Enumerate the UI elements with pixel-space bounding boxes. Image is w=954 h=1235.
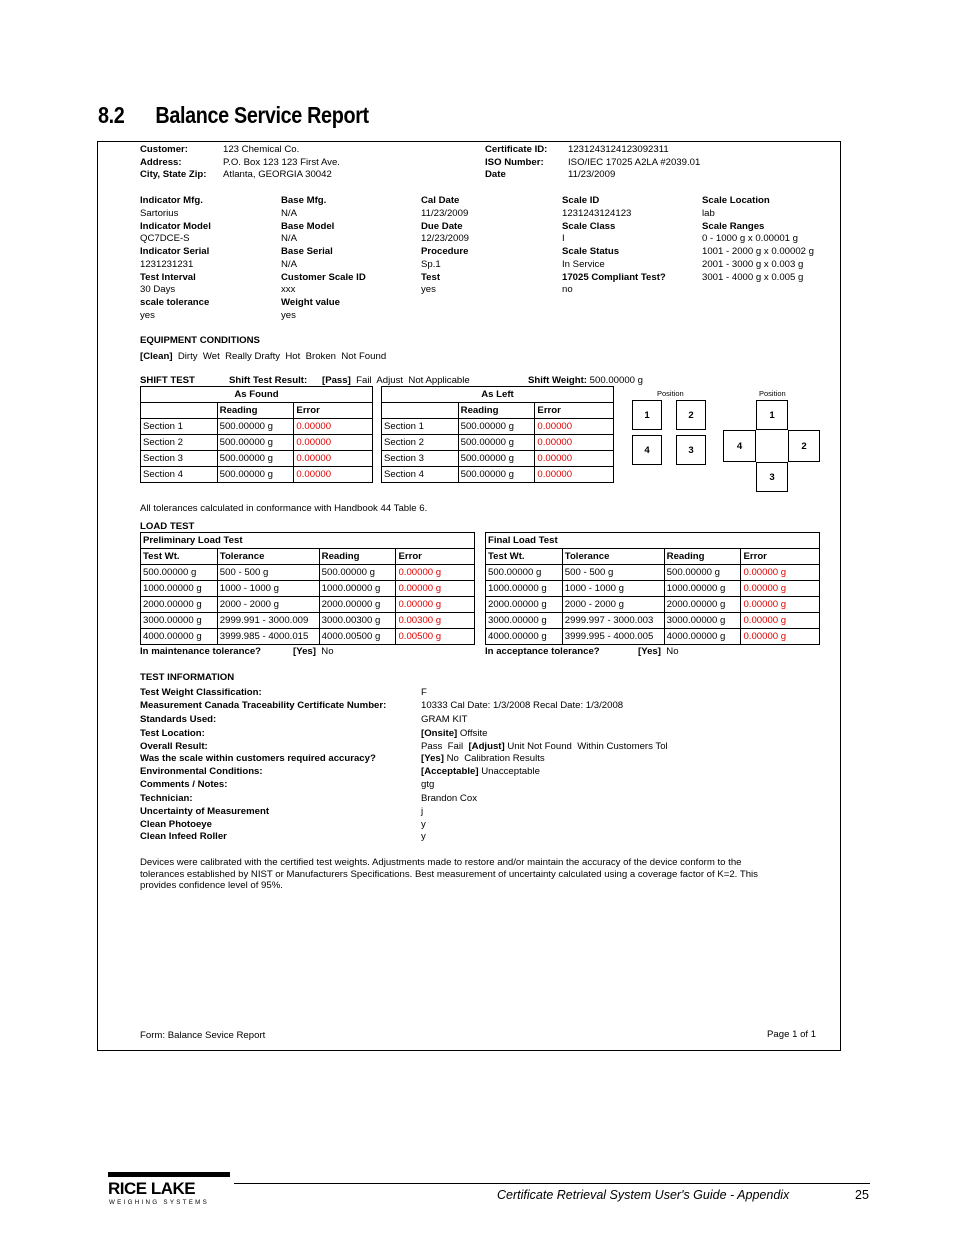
as-found-title: As Found (141, 387, 373, 403)
col-reading: Reading (217, 403, 294, 419)
table-row (486, 565, 820, 581)
test-info-label: Overall Result: (140, 741, 208, 752)
cal-date-value: 11/23/2009 (421, 208, 469, 219)
test-info-value (421, 753, 545, 765)
tolerance-cell: 500 - 500 g (217, 565, 319, 581)
test-info-text: 10333 Cal Date: 1/3/2008 Recal Date: 1/3/2008 (421, 700, 624, 711)
shift-result-other: Fail Adjust Not Applicable (356, 375, 470, 386)
blank-header (141, 403, 218, 419)
error-cell: 0.00000 g (741, 597, 820, 613)
certificate-value: 1231243124123092311 (568, 144, 669, 155)
base-model-value: N/A (281, 233, 297, 244)
reading-cell: 500.00000 g (217, 435, 294, 451)
load-test-heading: LOAD TEST (140, 521, 195, 532)
tolerance-cell: 3999.995 - 4000.005 (562, 629, 664, 645)
position-box-4: 4 (632, 435, 662, 465)
test-info-label: Was the scale within customers required accuracy? (140, 753, 376, 764)
final-title: Final Load Test (486, 533, 820, 549)
error-cell: 0.00000 g (741, 565, 820, 581)
table-row (141, 419, 373, 435)
col-tolerance: Tolerance (217, 549, 319, 565)
test-info-label: Technician: (140, 793, 193, 804)
as-found-table (140, 386, 373, 483)
test-info-value (421, 831, 426, 843)
base-serial-label: Base Serial (281, 246, 333, 257)
position-box-3: 3 (676, 435, 706, 465)
col-error: Error (535, 403, 614, 419)
test-info-text: GRAM KIT (421, 714, 468, 725)
test-info-text: F (421, 687, 427, 698)
table-row (382, 451, 614, 467)
tolerance-cell: 2999.991 - 3000.009 (217, 613, 319, 629)
final-load-table (485, 532, 820, 645)
tolerance-cell: 500 - 500 g (562, 565, 664, 581)
date-value: 11/23/2009 (568, 169, 616, 180)
svg-text:WEIGHING SYSTEMS: WEIGHING SYSTEMS (109, 1199, 210, 1206)
reading-cell: 500.00000 g (458, 435, 535, 451)
tolerance-cell: 1000 - 1000 g (562, 581, 664, 597)
error-cell: 0.00000 g (741, 613, 820, 629)
customer-scale-id-label: Customer Scale ID (281, 272, 366, 283)
reading-cell: 4000.00500 g (319, 629, 396, 645)
test-info-label: Measurement Canada Traceability Certificate Number: (140, 700, 387, 711)
table-row (486, 581, 820, 597)
maintenance-label: In maintenance tolerance? (140, 646, 262, 657)
table-row (141, 435, 373, 451)
compliant-value: no (562, 284, 573, 295)
test-wt-cell: 2000.00000 g (141, 597, 218, 613)
scale-status-value: In Service (562, 259, 605, 270)
reading-cell: 1000.00000 g (664, 581, 741, 597)
rice-lake-logo (108, 1172, 232, 1211)
scale-id-value: 1231243124123 (562, 208, 632, 219)
preliminary-title: Preliminary Load Test (141, 533, 475, 549)
error-cell: 0.00000 (535, 419, 614, 435)
as-left-title: As Left (382, 387, 614, 403)
section-cell: Section 2 (141, 435, 218, 451)
test-wt-cell: 500.00000 g (486, 565, 563, 581)
due-date-value: 12/23/2009 (421, 233, 470, 244)
test-info-selected: [Acceptable] (421, 766, 479, 777)
acceptance-other: No (666, 646, 679, 657)
table-row (141, 613, 475, 629)
shift-result-label: Shift Test Result: (229, 375, 308, 386)
test-info-heading: TEST INFORMATION (140, 672, 235, 683)
procedure-value: Sp.1 (421, 259, 441, 270)
tolerance-cell: 3999.985 - 4000.015 (217, 629, 319, 645)
svg-text:RICE LAKE: RICE LAKE (108, 1179, 196, 1198)
section-cell: Section 3 (141, 451, 218, 467)
reading-cell: 500.00000 g (458, 467, 535, 483)
base-mfg-label: Base Mfg. (281, 195, 327, 206)
tolerance-cell: 2000 - 2000 g (562, 597, 664, 613)
section-cell: Section 4 (382, 467, 459, 483)
tolerance-cell: 2999.997 - 3000.003 (562, 613, 664, 629)
acceptance-label: In acceptance tolerance? (485, 646, 600, 657)
test-info-text: No Calibration Results (443, 753, 545, 764)
form-label: Form: Balance Sevice Report (140, 1030, 266, 1041)
equipment-other-options: Dirty Wet Really Drafty Hot Broken Not Found (177, 351, 387, 362)
section-cell: Section 4 (141, 467, 218, 483)
table-row (486, 629, 820, 645)
customer-label: Customer: (140, 144, 188, 155)
scale-status-label: Scale Status (562, 246, 620, 257)
error-cell: 0.00000 (535, 435, 614, 451)
col-error: Error (294, 403, 373, 419)
test-wt-cell: 3000.00000 g (486, 613, 563, 629)
test-info-value (421, 806, 423, 818)
section-cell: Section 2 (382, 435, 459, 451)
city-label: City, State Zip: (140, 169, 207, 180)
table-row (382, 419, 614, 435)
cross-position-3: 3 (756, 462, 788, 492)
shift-weight-value: 500.00000 g (589, 375, 644, 386)
page-of-label: Page 1 of 1 (767, 1029, 817, 1040)
address-value: P.O. Box 123 123 First Ave. (223, 157, 340, 168)
table-row (486, 597, 820, 613)
test-wt-cell: 4000.00000 g (486, 629, 563, 645)
shift-weight-label: Shift Weight: (528, 375, 587, 386)
preliminary-load-table (140, 532, 475, 645)
indicator-model-value: QC7DCE-S (140, 233, 190, 244)
tolerance-cell: 2000 - 2000 g (217, 597, 319, 613)
weight-value-label: Weight value (281, 297, 340, 308)
test-label: Test (421, 272, 441, 283)
equipment-heading: EQUIPMENT CONDITIONS (140, 335, 260, 346)
test-info-label: Standards Used: (140, 714, 217, 725)
reading-cell: 500.00000 g (217, 419, 294, 435)
reading-cell: 2000.00000 g (319, 597, 396, 613)
section-cell: Section 1 (141, 419, 218, 435)
iso-label: ISO Number: (485, 157, 544, 168)
error-cell: 0.00000 (294, 435, 373, 451)
test-info-label: Comments / Notes: (140, 779, 228, 790)
scale-location-label: Scale Location (702, 195, 770, 206)
test-info-text: gtg (421, 779, 435, 790)
address-label: Address: (140, 157, 182, 168)
reading-cell: 500.00000 g (217, 467, 294, 483)
acceptance-options (638, 646, 679, 658)
test-info-selected: [Adjust] (468, 741, 505, 752)
section-cell: Section 3 (382, 451, 459, 467)
as-left-table (381, 386, 614, 483)
test-info-value (421, 741, 668, 753)
error-cell: 0.00000 (294, 419, 373, 435)
test-info-selected: [Yes] (421, 753, 444, 764)
test-info-label: Clean Infeed Roller (140, 831, 227, 842)
shift-result-selected: [Pass] (322, 375, 351, 386)
footer-title: Certificate Retrieval System User's Guide - Appendix (497, 1188, 790, 1202)
maintenance-options (293, 646, 334, 658)
error-cell: 0.00300 g (396, 613, 475, 629)
equipment-options (140, 351, 386, 363)
table-row (141, 467, 373, 483)
col-error: Error (396, 549, 475, 565)
test-interval-label: Test Interval (140, 272, 196, 283)
table-row (141, 565, 475, 581)
scale-tolerance-value: yes (140, 310, 155, 321)
reading-cell: 500.00000 g (458, 419, 535, 435)
indicator-model-label: Indicator Model (140, 221, 211, 232)
scale-ranges-label: Scale Ranges (702, 221, 765, 232)
test-info-value (421, 819, 426, 831)
scale-class-label: Scale Class (562, 221, 616, 232)
scale-range-3: 2001 - 3000 g x 0.003 g (702, 259, 804, 270)
base-model-label: Base Model (281, 221, 335, 232)
test-wt-cell: 500.00000 g (141, 565, 218, 581)
test-info-text: Offsite (457, 728, 488, 739)
test-wt-cell: 3000.00000 g (141, 613, 218, 629)
indicator-serial-value: 1231231231 (140, 259, 194, 270)
test-info-label: Clean Photoeye (140, 819, 212, 830)
error-cell: 0.00000 (535, 467, 614, 483)
maintenance-other: No (321, 646, 334, 657)
test-info-text: Brandon Cox (421, 793, 477, 804)
col-reading: Reading (319, 549, 396, 565)
table-row (382, 435, 614, 451)
test-info-value (421, 687, 427, 699)
compliant-label: 17025 Compliant Test? (562, 272, 666, 283)
reading-cell: 4000.00000 g (664, 629, 741, 645)
rice-lake-logo-icon (108, 1172, 232, 1206)
test-wt-cell: 1000.00000 g (141, 581, 218, 597)
error-cell: 0.00000 g (396, 581, 475, 597)
footer-page-number: 25 (855, 1188, 869, 1202)
disclaimer-line-2: tolerances established by NIST or Manufacturers Specifications. Best measurement of uncertainty calculated using a coverage factor of K=2. This (140, 869, 758, 880)
error-cell: 0.00000 (294, 451, 373, 467)
scale-location-value: lab (702, 208, 715, 219)
indicator-serial-label: Indicator Serial (140, 246, 210, 257)
cross-position-2: 2 (788, 430, 820, 462)
scale-range-2: 1001 - 2000 g x 0.00002 g (702, 246, 815, 257)
table-row (141, 581, 475, 597)
test-info-value (421, 728, 487, 740)
test-info-label: Uncertainty of Measurement (140, 806, 270, 817)
scale-range-4: 3001 - 4000 g x 0.005 g (702, 272, 804, 283)
blank-header (382, 403, 459, 419)
cross-position-1: 1 (756, 400, 788, 430)
test-info-text: y (421, 819, 426, 830)
test-info-option: Pass Fail (421, 741, 469, 752)
section-title: 8.2 Balance Service Report (98, 102, 369, 128)
col-reading: Reading (664, 549, 741, 565)
cross-position-4: 4 (723, 430, 756, 462)
reading-cell: 500.00000 g (664, 565, 741, 581)
test-info-text: y (421, 831, 426, 842)
scale-range-1: 0 - 1000 g x 0.00001 g (702, 233, 799, 244)
date-label: Date (485, 169, 506, 180)
procedure-label: Procedure (421, 246, 469, 257)
test-wt-cell: 1000.00000 g (486, 581, 563, 597)
scale-class-value: I (562, 233, 565, 244)
test-value: yes (421, 284, 436, 295)
base-serial-value: N/A (281, 259, 297, 270)
table-row (382, 467, 614, 483)
test-wt-cell: 4000.00000 g (141, 629, 218, 645)
scale-tolerance-label: scale tolerance (140, 297, 210, 308)
test-info-value (421, 793, 477, 805)
equipment-selected: [Clean] (140, 351, 173, 362)
error-cell: 0.00000 g (741, 629, 820, 645)
reading-cell: 500.00000 g (458, 451, 535, 467)
disclaimer-line-1: Devices were calibrated with the certified test weights. Adjustments made to restore and/or maintain the accuracy of the device conform to the (140, 857, 742, 868)
test-info-text: Unit Not Found Within Customers Tol (504, 741, 668, 752)
test-info-value (421, 779, 434, 791)
col-test-wt: Test Wt. (486, 549, 563, 565)
test-info-text: j (421, 806, 424, 817)
customer-value: 123 Chemical Co. (223, 144, 300, 155)
error-cell: 0.00000 (535, 451, 614, 467)
col-error: Error (741, 549, 820, 565)
position-label-square: Position (657, 389, 684, 398)
table-row (486, 613, 820, 629)
reading-cell: 3000.00000 g (664, 613, 741, 629)
reading-cell: 2000.00000 g (664, 597, 741, 613)
reading-cell: 1000.00000 g (319, 581, 396, 597)
reading-cell: 500.00000 g (217, 451, 294, 467)
test-info-label: Environmental Conditions: (140, 766, 263, 777)
table-row (141, 597, 475, 613)
maintenance-selected: [Yes] (293, 646, 316, 657)
error-cell: 0.00000 (294, 467, 373, 483)
tolerance-cell: 1000 - 1000 g (217, 581, 319, 597)
indicator-mfg-label: Indicator Mfg. (140, 195, 203, 206)
error-cell: 0.00000 g (396, 597, 475, 613)
table-row (141, 629, 475, 645)
test-interval-value: 30 Days (140, 284, 176, 295)
shift-heading: SHIFT TEST (140, 375, 195, 386)
test-wt-cell: 2000.00000 g (486, 597, 563, 613)
test-info-value (421, 766, 540, 778)
test-info-text: Unacceptable (478, 766, 540, 777)
base-mfg-value: N/A (281, 208, 297, 219)
test-info-label: Test Weight Classification: (140, 687, 262, 698)
scale-id-label: Scale ID (562, 195, 600, 206)
iso-value: ISO/IEC 17025 A2LA #2039.01 (568, 157, 701, 168)
city-value: Atlanta, GEORGIA 30042 (223, 169, 332, 180)
position-box-2: 2 (676, 400, 706, 430)
test-info-value (421, 700, 623, 712)
col-tolerance: Tolerance (562, 549, 664, 565)
customer-scale-id-value: xxx (281, 284, 296, 295)
footer-rule (234, 1183, 870, 1184)
test-info-selected: [Onsite] (421, 728, 458, 739)
error-cell: 0.00000 g (396, 565, 475, 581)
position-box-1: 1 (632, 400, 662, 430)
col-test-wt: Test Wt. (141, 549, 218, 565)
tolerance-note: All tolerances calculated in conformance with Handbook 44 Table 6. (140, 503, 428, 514)
cal-date-label: Cal Date (421, 195, 460, 206)
acceptance-selected: [Yes] (638, 646, 661, 657)
position-label-cross: Position (759, 389, 786, 398)
reading-cell: 3000.00300 g (319, 613, 396, 629)
table-row (141, 451, 373, 467)
error-cell: 0.00000 g (741, 581, 820, 597)
due-date-label: Due Date (421, 221, 463, 232)
disclaimer-line-3: provides confidence level of 95%. (140, 880, 283, 891)
test-info-label: Test Location: (140, 728, 205, 739)
error-cell: 0.00500 g (396, 629, 475, 645)
section-cell: Section 1 (382, 419, 459, 435)
reading-cell: 500.00000 g (319, 565, 396, 581)
test-info-value (421, 714, 467, 726)
indicator-mfg-value: Sartorius (140, 208, 179, 219)
weight-value-value: yes (281, 310, 296, 321)
col-reading: Reading (458, 403, 535, 419)
certificate-label: Certificate ID: (485, 144, 548, 155)
